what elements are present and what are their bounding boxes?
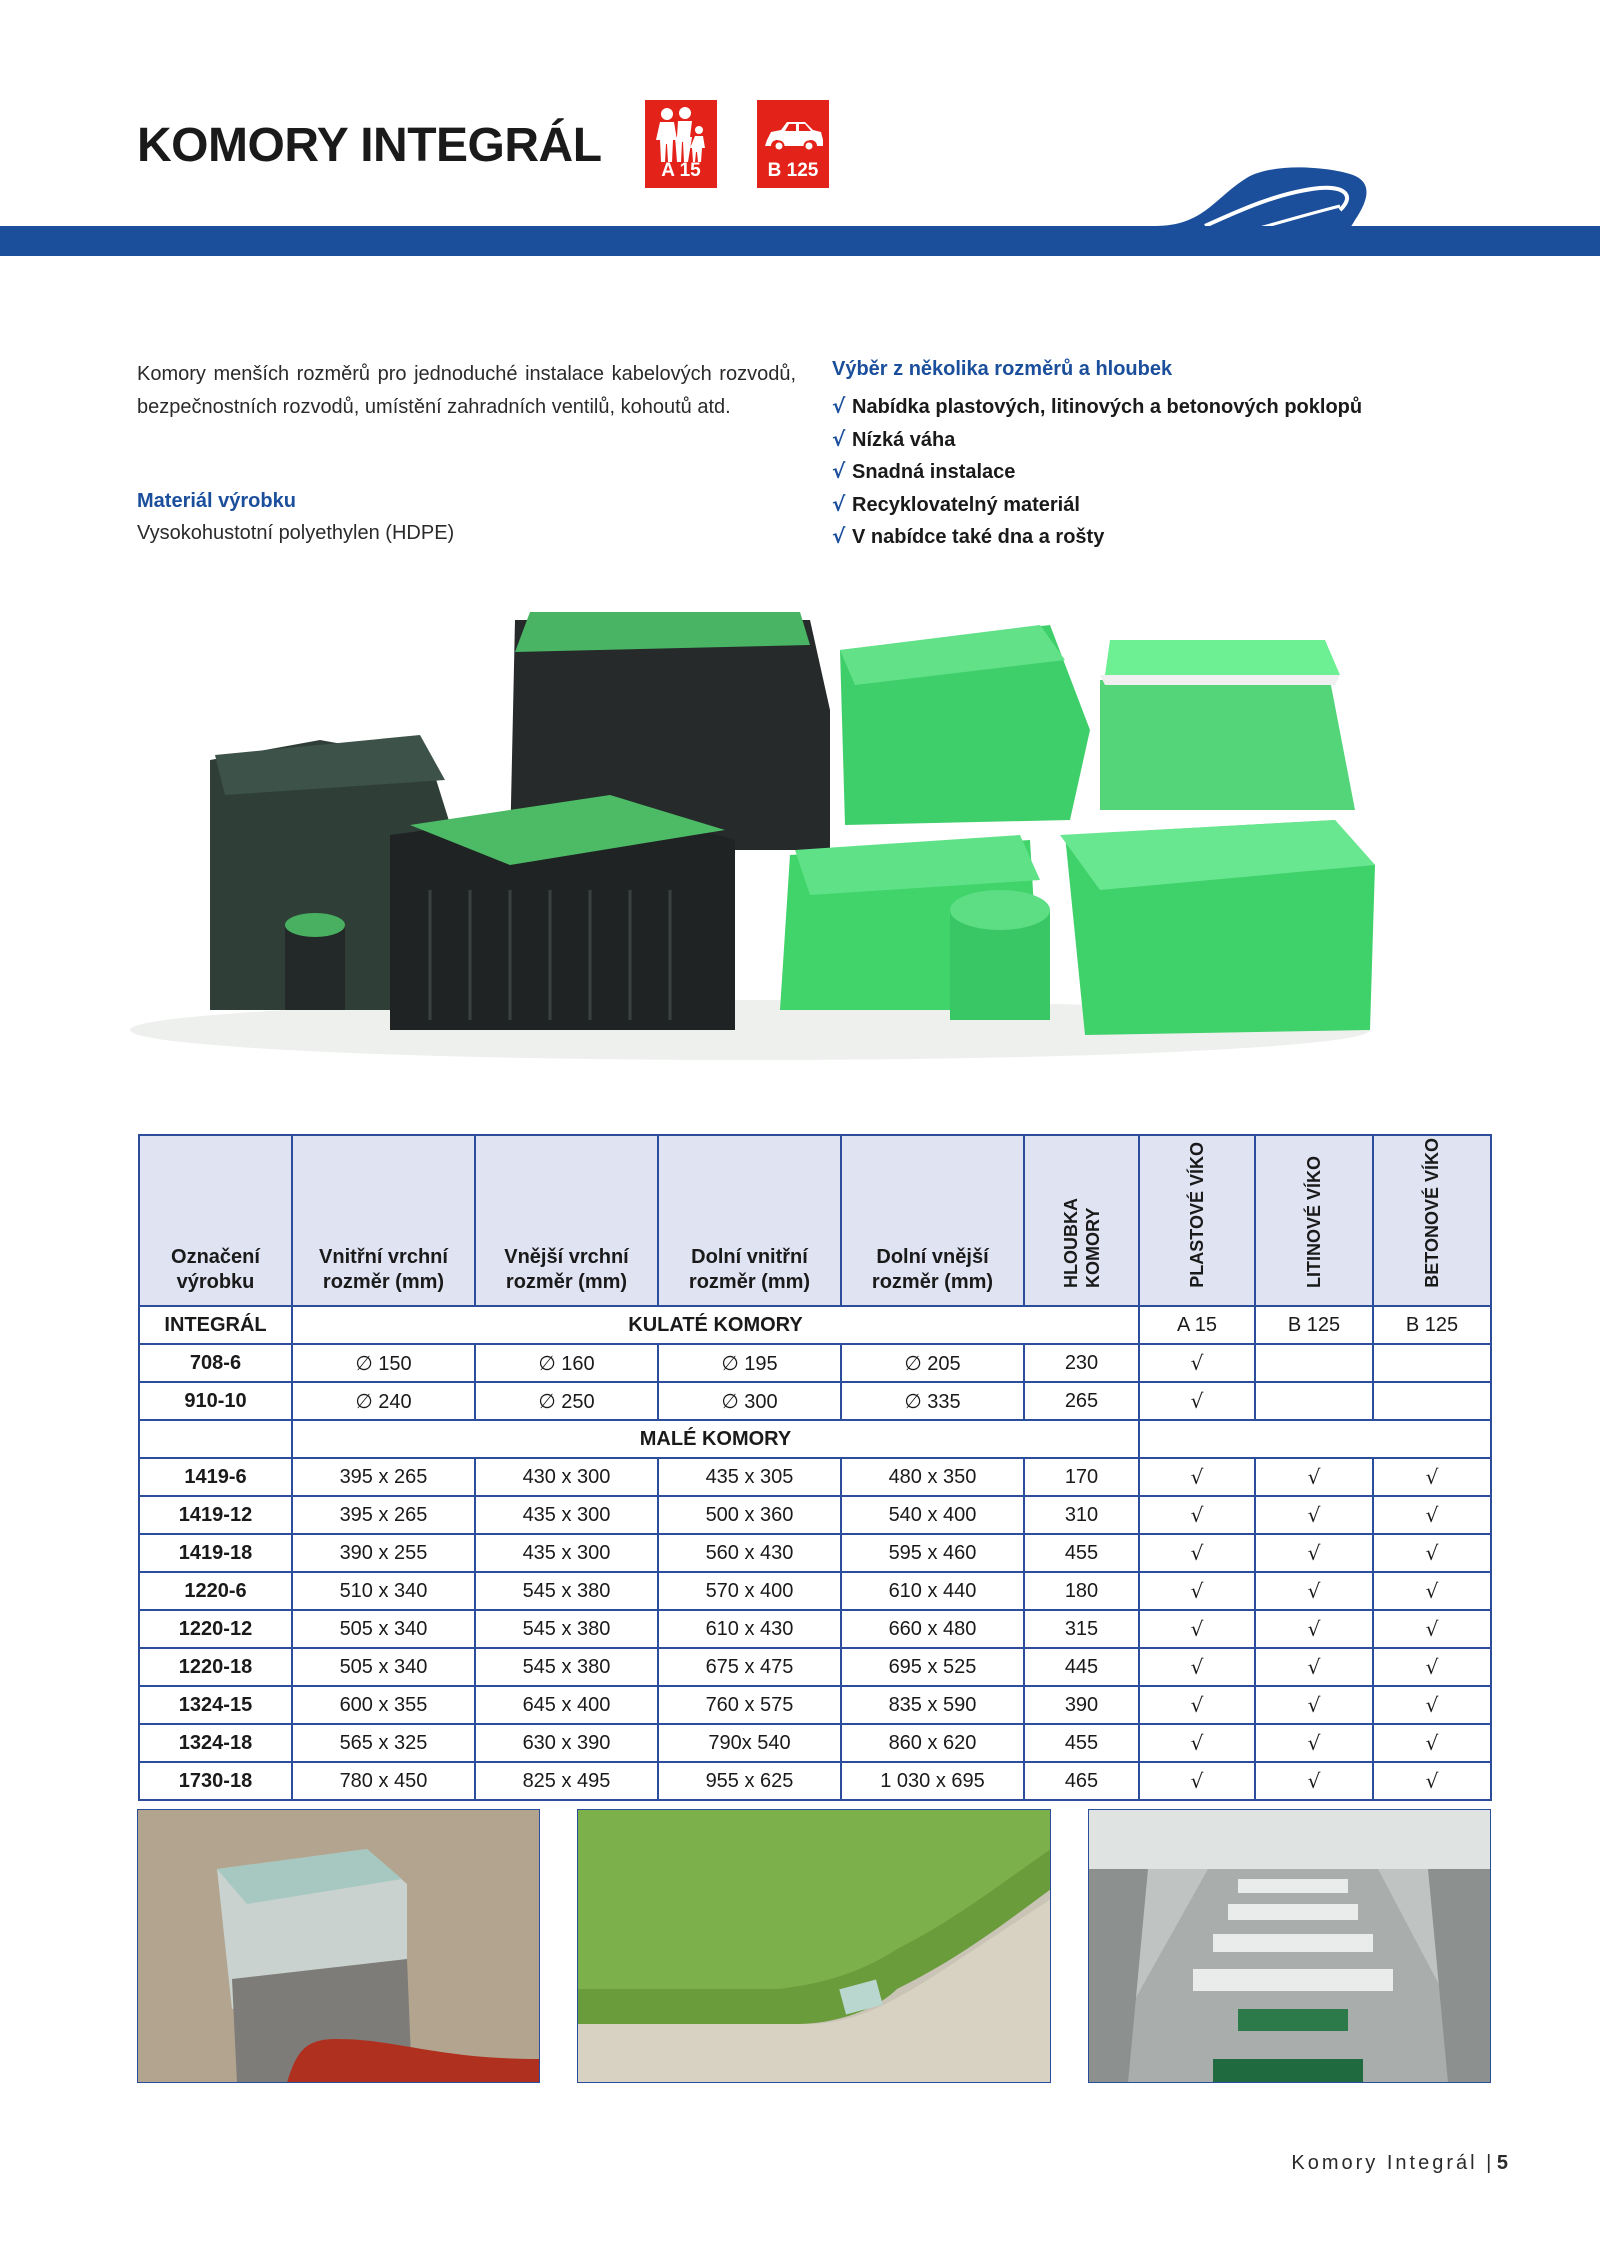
feature-item: √ V nabídce také dna a rošty	[832, 520, 1362, 553]
table-row-integral	[139, 1306, 1491, 1344]
col-header-outer-top: Vnější vrchní rozměr (mm)	[475, 1135, 658, 1306]
check-icon: √	[832, 426, 846, 451]
col-header-plastic: PLASTOVÉ VÍKO	[1139, 1135, 1255, 1306]
table-row: 708-6 ∅ 150 ∅ 160 ∅ 195 ∅ 205 230 √	[139, 1344, 1491, 1382]
page-number: 5	[1496, 2152, 1508, 2174]
footer-text: Komory Integrál	[1291, 2152, 1478, 2174]
features-list	[832, 390, 1362, 553]
table-row: 1419-18 390 x 255 435 x 300 560 x 430 595 x 460 455 √ √ √	[139, 1534, 1491, 1572]
installation-photo-parking	[1088, 1809, 1491, 2083]
installation-photo-soil	[137, 1809, 540, 2083]
spec-table	[138, 1134, 1492, 1801]
col-header-castiron: LITINOVÉ VÍKO	[1255, 1135, 1373, 1306]
table-row: 1730-18 780 x 450 825 x 495 955 x 625 1 030 x 695 465 √ √ √	[139, 1762, 1491, 1800]
check-icon: √	[832, 491, 846, 516]
installation-photo-lawn	[577, 1809, 1051, 2083]
class-plastic: A 15	[1139, 1306, 1255, 1344]
feature-item: √ Nabídka plastových, litinových a betonových poklopů	[832, 390, 1362, 423]
table-row: 1220-18 505 x 340 545 x 380 675 x 475 695 x 525 445 √ √ √	[139, 1648, 1491, 1686]
check-icon: √	[832, 459, 846, 483]
header-wave-band	[0, 160, 1600, 260]
pedestrians-icon	[645, 100, 717, 166]
table-row: 1220-6 510 x 340 545 x 380 570 x 400 610 x 440 180 √ √ √	[139, 1572, 1491, 1610]
section-round: KULATÉ KOMORY	[292, 1306, 1139, 1344]
table-row: 910-10 ∅ 240 ∅ 250 ∅ 300 ∅ 335 265 √	[139, 1382, 1491, 1420]
class-castiron: B 125	[1255, 1306, 1373, 1344]
integral-label: INTEGRÁL	[139, 1306, 292, 1344]
page-footer	[1291, 2152, 1508, 2175]
table-row: 1324-18 565 x 325 630 x 390 790x 540 860 x 620 455 √ √ √	[139, 1724, 1491, 1762]
badge-b125-label: B 125	[767, 160, 819, 181]
material-heading: Materiál výrobku	[137, 490, 296, 512]
table-row-small-section	[139, 1420, 1491, 1458]
check-icon: √	[832, 394, 846, 418]
material-text: Vysokohustotní polyethylen (HDPE)	[137, 522, 455, 544]
page-title: KOMORY INTEGRÁL	[137, 119, 602, 172]
car-icon	[757, 100, 829, 166]
col-header-outer-bottom: Dolní vnější rozměr (mm)	[841, 1135, 1024, 1306]
footer-separator: |	[1486, 2152, 1497, 2174]
table-header-row	[139, 1135, 1491, 1306]
feature-item: √ Snadná instalace	[832, 455, 1362, 488]
col-header-inner-bottom: Dolní vnitřní rozměr (mm)	[658, 1135, 841, 1306]
table-row: 1419-6 395 x 265 430 x 300 435 x 305 480 x 350 170 √ √ √	[139, 1458, 1491, 1496]
col-header-concrete: BETONOVÉ VÍKO	[1373, 1135, 1491, 1306]
intro-paragraph: Komory menších rozměrů pro jednoduché instalace kabelových rozvodů, bezpečnostních rozvodů, umístění zahradních ventilů, kohoutů atd.	[137, 363, 796, 418]
table-row: 1324-15 600 x 355 645 x 400 760 x 575 835 x 590 390 √ √ √	[139, 1686, 1491, 1724]
features-heading: Výběr z několika rozměrů a hloubek	[832, 358, 1173, 380]
product-photo	[110, 590, 1390, 1065]
table-row: 1419-12 395 x 265 435 x 300 500 x 360 540 x 400 310 √ √ √	[139, 1496, 1491, 1534]
col-header-code: Označení výrobku	[139, 1135, 292, 1306]
check-icon: √	[832, 524, 846, 548]
class-concrete: B 125	[1373, 1306, 1491, 1344]
section-small: MALÉ KOMORY	[292, 1420, 1139, 1458]
badge-a15-label: A 15	[661, 160, 701, 181]
table-row: 1220-12 505 x 340 545 x 380 610 x 430 660 x 480 315 √ √ √	[139, 1610, 1491, 1648]
col-header-inner-top: Vnitřní vrchní rozměr (mm)	[292, 1135, 475, 1306]
col-header-depth: HLOUBKA KOMORY	[1024, 1135, 1139, 1306]
feature-item: √ Recyklovatelný materiál	[832, 488, 1362, 521]
feature-item: √ Nízká váha	[832, 423, 1362, 456]
